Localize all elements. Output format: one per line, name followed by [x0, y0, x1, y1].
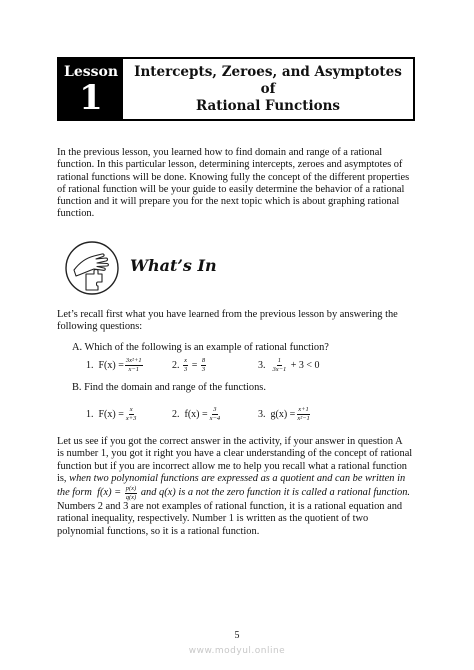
fraction-denominator: x²−1 [297, 414, 310, 422]
explain-line [57, 473, 417, 485]
intro-line: In the previous lesson, you learned how to find domain and range of a rational [57, 147, 383, 158]
explain-line: function but if you are incorrect allow me to help you recall what a rational function [57, 460, 407, 472]
hand-puzzle-icon [64, 240, 120, 296]
intro-line: rational functions will be done. Knowing fully the concept of the different properties [57, 171, 410, 183]
option-lhs: F(x) = [98, 408, 124, 420]
fraction-denominator: x−4 [209, 414, 221, 422]
explain-line [57, 485, 417, 501]
fraction-denominator: 3 [201, 365, 206, 373]
lesson-title-line1: Intercepts, Zeroes, and Asymptotes of [134, 63, 402, 97]
fraction-numerator: 3 [213, 406, 217, 413]
fraction [125, 485, 137, 501]
option-label: 1. [86, 408, 94, 420]
fraction-denominator: 3x−1 [272, 365, 287, 373]
option-label: 3. [258, 408, 266, 420]
option-label: 3. [258, 359, 266, 371]
option-label: 2. [172, 408, 180, 420]
fraction [209, 406, 222, 422]
explain-line: polynomial functions, so it is a rational function. [57, 525, 260, 537]
fraction-denominator: q(x) [125, 493, 137, 501]
explain-italic-text: the form f(x) = [57, 487, 124, 499]
fraction-numerator: x [129, 406, 133, 413]
fraction [296, 406, 310, 422]
intro-line: function. In this particular lesson, determining intercepts, zeroes and asymptotes of [57, 159, 403, 171]
question-a-option-3 [258, 354, 320, 376]
option-lhs: g(x) = [270, 408, 296, 420]
fraction-denominator: x−1 [128, 365, 139, 373]
question-b-option-2 [172, 403, 222, 425]
question-b: B. Find the domain and range of the functions. [72, 382, 266, 393]
question-a: A. Which of the following is an example of rational function? [72, 342, 329, 353]
intro-line: of rational function will be your guide to easily determine the behavior of a rational [57, 183, 405, 195]
intro-line: function. [57, 208, 95, 220]
explain-line: is number 1, you got it right you have a clear understanding of the concept of rational [57, 448, 413, 460]
whats-in-intro [57, 309, 417, 334]
whats-in-intro-line: Let’s recall first what you have learned from the previous lesson by answering the [57, 309, 398, 320]
fraction-numerator: x+1 [298, 406, 309, 413]
explain-italic-text: when two polynomial functions are expressed as a quotient and can be written in [69, 472, 406, 484]
explain-italic-text: and q(x) is a not the zero function it is called a rational function. [138, 487, 410, 499]
fraction-denominator: 3 [184, 365, 188, 373]
option-lhs: f(x) = [184, 408, 208, 420]
whats-in-intro-line: following questions: [57, 321, 143, 333]
question-a-option-2 [172, 354, 207, 376]
lesson-title [123, 59, 413, 119]
explanation-paragraph [57, 436, 417, 538]
lesson-title-line2: Rational Functions [195, 97, 341, 114]
lesson-header [57, 57, 415, 121]
question-b-option-3 [258, 403, 312, 425]
question-a-option-1 [86, 354, 144, 376]
whats-in-title: What’s In [130, 256, 217, 275]
explain-line: Let us see if you got the correct answer in the activity, if your answer in question A [57, 436, 403, 447]
fraction-numerator: 3x²+1 [125, 357, 142, 364]
option-rest: + 3 < 0 [288, 359, 320, 371]
explain-text: is, [57, 472, 70, 484]
fraction [125, 406, 138, 422]
option-equals: = [189, 359, 200, 371]
option-label: 2. [172, 359, 180, 371]
lesson-number: 1 [79, 78, 103, 118]
option-lhs: F(x) = [98, 359, 124, 371]
question-b-options [86, 403, 386, 425]
intro-paragraph [57, 147, 417, 221]
fraction [125, 357, 143, 373]
explain-line: rational inequality, respectively. Number 1 is written as the quotient of two [57, 513, 369, 525]
option-label: 1. [86, 359, 94, 371]
lesson-tab [59, 59, 123, 119]
fraction-numerator: x [184, 357, 188, 364]
explain-line: Numbers 2 and 3 are not examples of rational function, it is a rational equation and [57, 501, 403, 513]
fraction-denominator: x+3 [125, 414, 137, 422]
question-b-option-1 [86, 403, 138, 425]
fraction [201, 357, 206, 373]
fraction [183, 357, 188, 373]
fraction-numerator: 8 [201, 357, 206, 364]
fraction-numerator: p(x) [125, 485, 137, 493]
watermark: www.modyul.online [188, 646, 286, 656]
fraction-numerator: 1 [277, 357, 282, 364]
fraction [272, 357, 288, 373]
page-number: 5 [234, 630, 240, 641]
lesson-word: Lesson [63, 64, 119, 80]
question-a-options [86, 354, 386, 376]
intro-line: function and it will prepare you for the next topic which is about graphing rational [57, 196, 400, 208]
